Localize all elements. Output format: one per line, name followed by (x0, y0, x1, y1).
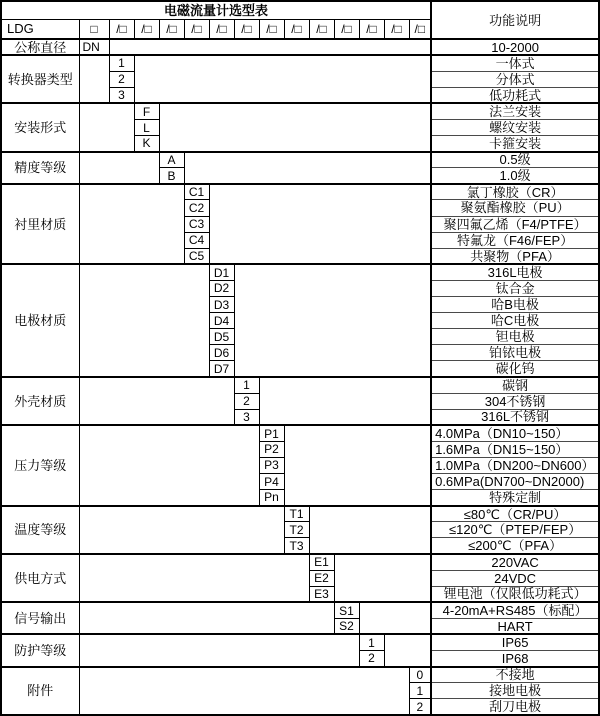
section-7 (1, 377, 599, 425)
title-row (1, 1, 599, 19)
model-code-box: /□ (109, 19, 134, 39)
option-description: ≤120℃（PTEP/FEP） (431, 522, 599, 538)
option-code: Pn (259, 490, 284, 506)
option-description: 1.0级 (431, 168, 599, 184)
option-description: 24VDC (431, 570, 599, 586)
option-code: 2 (109, 71, 134, 87)
section-right-spacer (309, 506, 431, 554)
option-row (1, 602, 599, 618)
desc-column-header: 功能说明 (431, 1, 599, 39)
section-label: 电极材质 (1, 264, 79, 377)
model-code-box: /□ (184, 19, 209, 39)
section-label: 转换器类型 (1, 55, 79, 103)
option-code: D3 (209, 297, 234, 313)
section-label: 安装形式 (1, 103, 79, 151)
table-header (1, 1, 599, 39)
section-right-spacer (259, 377, 431, 425)
option-description: 钛合金 (431, 280, 599, 296)
option-code: 0 (409, 667, 431, 683)
option-description: 铂铱电极 (431, 345, 599, 361)
option-row (1, 377, 599, 393)
section-right-spacer (109, 39, 431, 55)
option-code: 3 (234, 409, 259, 425)
section-10 (1, 554, 599, 602)
section-left-spacer (79, 103, 134, 151)
model-code-box: /□ (309, 19, 334, 39)
option-row (1, 103, 599, 119)
option-code: P2 (259, 441, 284, 457)
option-code: E3 (309, 586, 334, 602)
option-description: ≤200℃（PFA） (431, 538, 599, 554)
section-label: 温度等级 (1, 506, 79, 554)
option-description: 碳化钨 (431, 361, 599, 377)
option-description: 钽电极 (431, 329, 599, 345)
section-label: 精度等级 (1, 152, 79, 184)
section-left-spacer (79, 554, 309, 602)
section-13 (1, 667, 599, 715)
section-right-spacer (209, 184, 431, 264)
option-description: 碳钢 (431, 377, 599, 393)
option-description: 卡箍安装 (431, 136, 599, 152)
option-code: C5 (184, 248, 209, 264)
option-description: 低功耗式 (431, 87, 599, 103)
section-left-spacer (79, 425, 259, 505)
option-code: C3 (184, 216, 209, 232)
option-code: P3 (259, 457, 284, 473)
option-code: S2 (334, 618, 359, 634)
option-code: 3 (109, 87, 134, 103)
option-row (1, 184, 599, 200)
option-code: P4 (259, 474, 284, 490)
option-code: 2 (359, 651, 384, 667)
model-code-box: /□ (384, 19, 409, 39)
section-12 (1, 634, 599, 666)
section-1 (1, 39, 599, 55)
section-4 (1, 152, 599, 184)
option-description: IP65 (431, 634, 599, 650)
section-right-spacer (184, 152, 431, 184)
model-code-box: /□ (334, 19, 359, 39)
option-code: D4 (209, 313, 234, 329)
section-6 (1, 264, 599, 377)
section-right-spacer (359, 602, 431, 634)
section-right-spacer (284, 425, 431, 505)
option-row (1, 425, 599, 441)
option-code: 2 (234, 393, 259, 409)
option-code: D7 (209, 361, 234, 377)
option-code: T1 (284, 506, 309, 522)
option-row (1, 554, 599, 570)
option-description: 316L不锈钢 (431, 409, 599, 425)
option-description: HART (431, 618, 599, 634)
option-description: 接地电极 (431, 683, 599, 699)
model-code-box: /□ (234, 19, 259, 39)
option-description: 法兰安装 (431, 103, 599, 119)
option-code: 1 (234, 377, 259, 393)
option-description: 不接地 (431, 667, 599, 683)
section-label: 压力等级 (1, 425, 79, 505)
option-code: D1 (209, 264, 234, 280)
section-8 (1, 425, 599, 505)
option-description: 4.0MPa（DN10~150） (431, 425, 599, 441)
section-left-spacer (79, 634, 359, 666)
option-code: T2 (284, 522, 309, 538)
section-right-spacer (134, 55, 431, 103)
option-code: 1 (359, 634, 384, 650)
option-description: 哈B电极 (431, 297, 599, 313)
table-title: 电磁流量计选型表 (1, 1, 431, 19)
option-description: 刮刀电极 (431, 699, 599, 715)
option-description: 0.6MPa(DN700~DN2000) (431, 474, 599, 490)
model-code-box: /□ (359, 19, 384, 39)
option-code: DN (79, 39, 109, 55)
model-code-box: /□ (409, 19, 431, 39)
option-description: 一体式 (431, 55, 599, 71)
section-left-spacer (79, 152, 159, 184)
option-code: 2 (409, 699, 431, 715)
section-label: 供电方式 (1, 554, 79, 602)
section-9 (1, 506, 599, 554)
option-description: IP68 (431, 651, 599, 667)
section-right-spacer (159, 103, 431, 151)
model-code-box: /□ (209, 19, 234, 39)
section-left-spacer (79, 184, 184, 264)
option-description: 螺纹安装 (431, 119, 599, 135)
option-description: 220VAC (431, 554, 599, 570)
section-11 (1, 602, 599, 634)
option-row (1, 39, 599, 55)
option-description: 10-2000 (431, 39, 599, 55)
option-row (1, 667, 599, 683)
option-code: S1 (334, 602, 359, 618)
option-row (1, 152, 599, 168)
section-right-spacer (384, 634, 431, 666)
option-description: 分体式 (431, 71, 599, 87)
option-row (1, 264, 599, 280)
section-left-spacer (79, 377, 234, 425)
section-left-spacer (79, 55, 109, 103)
option-code: K (134, 136, 159, 152)
option-code: C2 (184, 200, 209, 216)
model-base-box: □ (79, 19, 109, 39)
section-label: 公称直径 (1, 39, 79, 55)
option-code: E1 (309, 554, 334, 570)
option-description: 特氟龙（F46/FEP） (431, 232, 599, 248)
section-left-spacer (79, 264, 209, 377)
option-description: 特殊定制 (431, 490, 599, 506)
section-label: 附件 (1, 667, 79, 715)
option-code: E2 (309, 570, 334, 586)
model-code-box: /□ (134, 19, 159, 39)
option-code: D2 (209, 280, 234, 296)
option-code: A (159, 152, 184, 168)
section-5 (1, 184, 599, 264)
model-code-box: /□ (259, 19, 284, 39)
section-left-spacer (79, 506, 284, 554)
section-left-spacer (79, 667, 409, 715)
section-label: 防护等级 (1, 634, 79, 666)
model-code-box: /□ (284, 19, 309, 39)
option-row (1, 506, 599, 522)
model-code-box: /□ (159, 19, 184, 39)
option-description: 316L电极 (431, 264, 599, 280)
option-description: 锂电池（仅限低功耗式） (431, 586, 599, 602)
option-description: 哈C电极 (431, 313, 599, 329)
section-label: 信号输出 (1, 602, 79, 634)
option-description: 304不锈钢 (431, 393, 599, 409)
option-code: T3 (284, 538, 309, 554)
option-description: 聚氨酯橡胶（PU） (431, 200, 599, 216)
option-code: D6 (209, 345, 234, 361)
option-code: C4 (184, 232, 209, 248)
section-2 (1, 55, 599, 103)
option-description: ≤80℃（CR/PU） (431, 506, 599, 522)
option-description: 1.6MPa（DN15~150） (431, 441, 599, 457)
section-left-spacer (79, 602, 334, 634)
option-code: L (134, 119, 159, 135)
section-label: 外壳材质 (1, 377, 79, 425)
option-description: 氯丁橡胶（CR） (431, 184, 599, 200)
section-label: 衬里材质 (1, 184, 79, 264)
option-description: 1.0MPa（DN200~DN600） (431, 457, 599, 473)
option-description: 0.5级 (431, 152, 599, 168)
option-description: 4-20mA+RS485（标配） (431, 602, 599, 618)
model-prefix: LDG (1, 19, 79, 39)
option-row (1, 634, 599, 650)
option-description: 聚四氟乙烯（F4/PTFE） (431, 216, 599, 232)
section-right-spacer (334, 554, 431, 602)
option-description: 共聚物（PFA） (431, 248, 599, 264)
option-code: P1 (259, 425, 284, 441)
option-code: 1 (409, 683, 431, 699)
option-code: 1 (109, 55, 134, 71)
section-3 (1, 103, 599, 151)
option-code: B (159, 168, 184, 184)
option-code: D5 (209, 329, 234, 345)
option-code: F (134, 103, 159, 119)
option-code: C1 (184, 184, 209, 200)
section-right-spacer (234, 264, 431, 377)
option-row (1, 55, 599, 71)
